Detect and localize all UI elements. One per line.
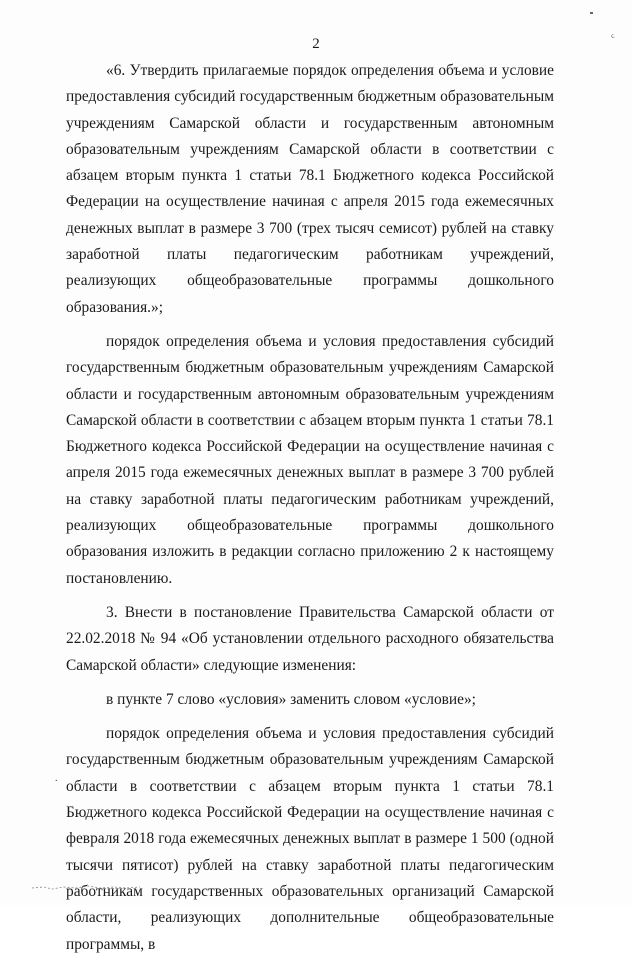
paragraph-procedure-2015: порядок определения объема и условия предоставления субсидий государственным бюджетным образовательным учреждениям Самарской области и государственным автономным образовательным учреждениям Самарской области в соответствии с абзацем вторым пункта 1 статьи 78.1 Бюджетного кодекса Российской Федерации на осуществление начиная с апреля 2015 года ежемесячных денежных выплат в размере 3 700 рублей на ставку заработной платы педагогическим работникам учреждений, реализующих общеобразовательные программы дошкольного образования изложить в редакции согласно приложению 2 к настоящему постановлению. [66, 332, 554, 587]
paragraph-point-7: в пункте 7 слово «условия» заменить словом «условие»; [106, 690, 476, 708]
document-body [66, 58, 554, 966]
margin-dot-icon: . [55, 773, 58, 784]
paragraph-procedure-2018: порядок определения объема и условия предоставления субсидий государственным бюджетным образовательным учреждениям Самарской области в соответствии с абзацем вторым пункта 1 статьи 78.1 Бюджетного кодекса Российской Федерации на осуществление начиная с февраля 2018 года ежемесячных денежных выплат в размере 1 500 (одной тысячи пятисот) рублей на ставку заработной платы педагогическим работникам государственных образовательных организаций Самарской области, реализующих дополнительные общеобразовательные программы, в [66, 725, 554, 953]
scan-speck [590, 12, 593, 14]
scan-artifact-icon [30, 882, 150, 892]
page-number: 2 [312, 36, 320, 52]
paragraph-item-6: «6. Утвердить прилагаемые порядок определения объема и условие предоставления субсидий государственным бюджетным образовательным учреждениям Самарской области и государственным автономным образовательным учреждениям Самарской области в соответствии с абзацем вторым пункта 1 статьи 78.1 Бюджетного кодекса Российской Федерации на осуществление начиная с апреля 2015 года ежемесячных денежных выплат в размере 3 700 (трех тысяч семисот) рублей на ставку заработной платы педагогическим работникам учреждений, реализующих общеобразовательные программы дошкольного образования.»; [66, 62, 554, 316]
handwritten-mark-icon: ᶜ [608, 30, 619, 44]
paragraph-item-3: 3. Внести в постановление Правительства Самарской области от 22.02.2018 № 94 «Об установлении отдельного расходного обязательства Самарской области» следующие изменения: [66, 603, 554, 674]
